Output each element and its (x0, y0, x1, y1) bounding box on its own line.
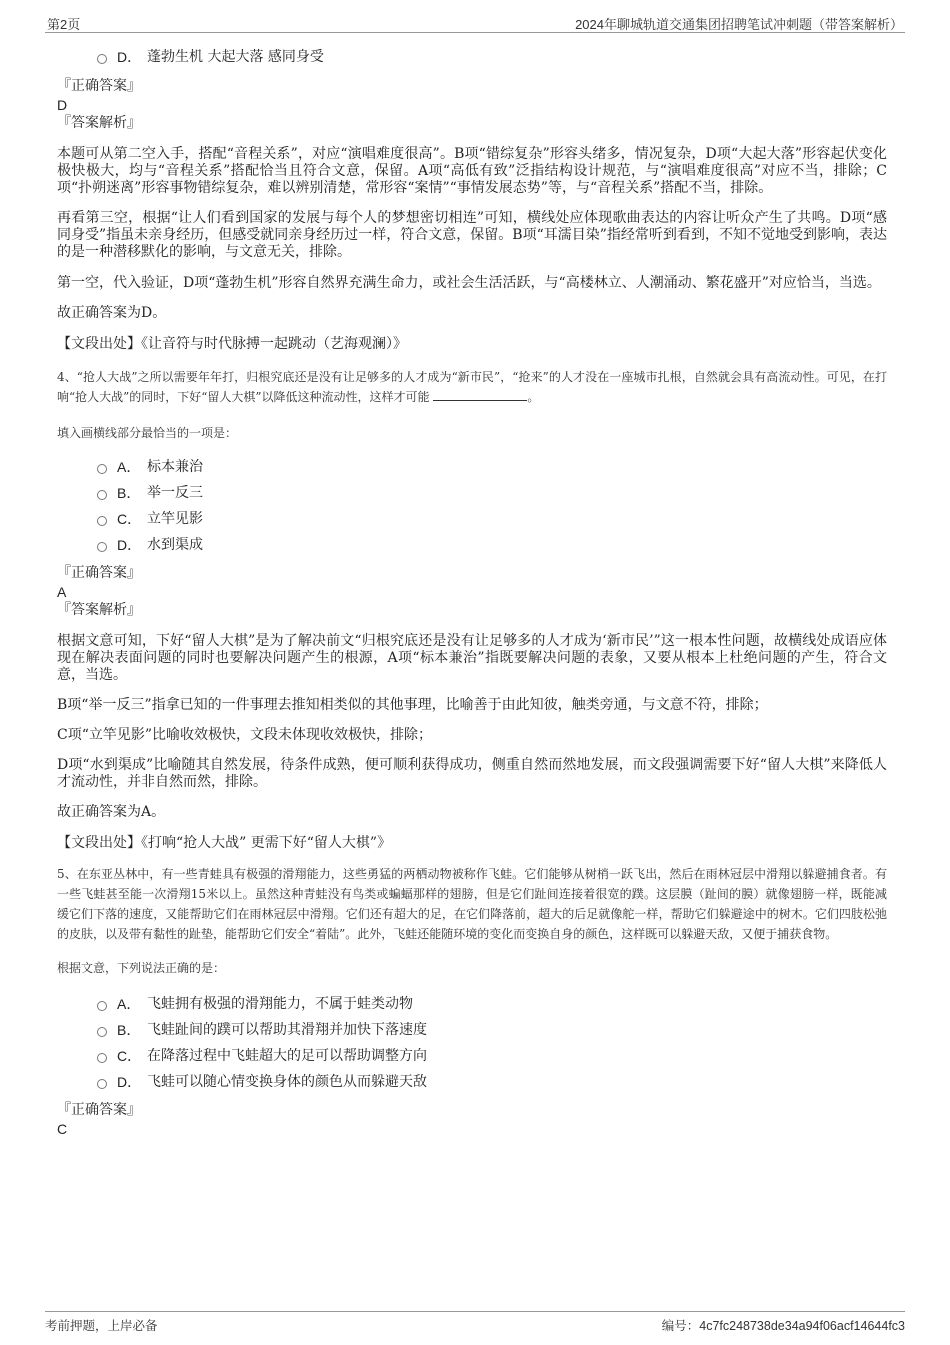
analysis-label: 『答案解析』 (57, 602, 141, 618)
option-letter: D． (117, 49, 142, 65)
option-text: 水到渠成 (147, 537, 203, 553)
option-text: 飞蛙可以随心情变换身体的颜色从而躲避天敌 (147, 1074, 427, 1090)
option-text: 在降落过程中飞蛙超大的足可以帮助调整方向 (147, 1048, 427, 1064)
analysis-paragraph: B项“举一反三”指拿已知的一件事理去推知相类似的其他事理，比喻善于由此知彼，触类旁通，与文意不符，排除； (57, 697, 768, 713)
analysis-paragraph: 根据文意可知，下好“留人大棋”是为了解决前文“归根究底还是没有让足够多的人才成为‘新市民’”这一根本性问题，故横线处成语应体现在解决表面问题的同时也要解决问题产生的根源，A项“标本兼治”指既要解决问题的表象，又要从根本上杜绝问题的产生，符合文意，当选。 (57, 633, 887, 683)
radio-icon[interactable] (97, 542, 107, 552)
radio-icon[interactable] (97, 1053, 107, 1063)
q5-options (57, 991, 887, 1095)
q4-option-d[interactable] (97, 532, 887, 558)
blank-line (433, 388, 527, 401)
radio-icon[interactable] (97, 54, 107, 64)
option-text: 举一反三 (147, 485, 203, 501)
question-stem: 5、在东亚丛林中，有一些青蛙具有极强的滑翔能力，这些勇猛的两栖动物被称作飞蛙。它们能够从树梢一跃飞出，然后在雨林冠层中滑翔以躲避捕食者。有一些飞蛙甚至能一次滑翔15米以上。虽然这种青蛙没有鸟类或蝙蝠那样的翅膀，但是它们趾间连接着很宽的蹼。这层膜（趾间的膜）就像翅膀一样，既能减缓它们下落的速度，又能帮助它们在雨林冠层中滑翔。它们还有超大的足，在它们降落前，超大的后足就像舵一样，帮助它们躲避途中的树木。它们四肢松弛的皮肤，以及带有黏性的趾垫，能帮助它们安全“着陆”。此外，飞蛙还能随环境的变化而变换自身的颜色，这样既可以躲避天敌，又便于捕获食物。 (57, 867, 887, 941)
option-letter: C． (117, 1048, 142, 1064)
option-letter: C． (117, 511, 142, 527)
page-number: 第2页 (47, 17, 81, 32)
q4-options (57, 454, 887, 558)
question-prompt: 根据文意，下列说法正确的是： (57, 961, 226, 975)
question-prompt: 填入画横线部分最恰当的一项是： (57, 426, 238, 440)
answer-label: 『正确答案』 (57, 565, 141, 581)
q3-options (57, 44, 887, 70)
analysis-paragraph: 第一空，代入验证，D项“蓬勃生机”形容自然界充满生命力，或社会生活活跃，与“高楼林立、人潮涌动、繁花盛开”对应恰当，当选。 (57, 275, 881, 291)
analysis-paragraph: C项“立竿见影”比喻收效极快，文段未体现收效极快，排除； (57, 727, 433, 743)
page-footer (45, 1311, 905, 1336)
q5-option-c[interactable] (97, 1043, 887, 1069)
option-text: 飞蛙趾间的蹼可以帮助其滑翔并加快下落速度 (147, 1022, 427, 1038)
question-stem: 4、“抢人大战”之所以需要年年打，归根究底还是没有让足够多的人才成为“新市民”，“抢来”的人才没在一座城市扎根，自然就会具有高流动性。可见，在打响“抢人大战”的同时，下好“留人大棋”以降低这种流动性，这样才可能 。 (57, 370, 887, 404)
page-header (45, 10, 905, 33)
radio-icon[interactable] (97, 516, 107, 526)
source-citation: 【文段出处】《让音符与时代脉搏一起跳动（艺海观澜）》 (57, 336, 407, 352)
option-letter: D． (117, 537, 142, 553)
q4-option-c[interactable] (97, 506, 887, 532)
document-id: 编号：4c7fc248738de34a94f06acf14644fc3 (661, 1319, 905, 1333)
analysis-paragraph: D项“水到渠成”比喻随其自然发展，待条件成熟，便可顺利获得成功，侧重自然而然地发展，而文段强调需要下好“留人大棋”来降低人才流动性，并非自然而然，排除。 (57, 757, 887, 790)
answer-value: A (57, 584, 67, 600)
option-letter: D． (117, 1074, 142, 1090)
answer-label: 『正确答案』 (57, 78, 141, 94)
analysis-conclusion: 故正确答案为D。 (57, 305, 167, 321)
footer-slogan: 考前押题，上岸必备 (45, 1319, 158, 1333)
source-citation: 【文段出处】《打响“抢人大战” 更需下好“留人大棋”》 (57, 835, 392, 851)
analysis-paragraph: 再看第三空，根据“让人们看到国家的发展与每个人的梦想密切相连”可知，横线处应体现歌曲表达的内容让听众产生了共鸣。D项“感同身受”指虽未亲身经历，但感受就同亲身经历过一样，符合文意，保留。B项“耳濡目染”指经常听到看到，不知不觉地受到影响，表达的是一种潜移默化的影响，与文意无关，排除。 (57, 210, 887, 260)
q5-option-b[interactable] (97, 1017, 887, 1043)
radio-icon[interactable] (97, 1079, 107, 1089)
analysis-label: 『答案解析』 (57, 115, 141, 131)
option-letter: B． (117, 485, 141, 501)
option-letter: B． (117, 1022, 141, 1038)
main-content (57, 44, 887, 1138)
radio-icon[interactable] (97, 464, 107, 474)
option-text: 立竿见影 (147, 511, 203, 527)
q5-option-d[interactable] (97, 1069, 887, 1095)
answer-label: 『正确答案』 (57, 1102, 141, 1118)
radio-icon[interactable] (97, 490, 107, 500)
option-letter: A． (117, 459, 141, 475)
option-letter: A． (117, 996, 141, 1012)
q5-option-a[interactable] (97, 991, 887, 1017)
option-text: 标本兼治 (147, 459, 203, 475)
option-text: 蓬勃生机 大起大落 感同身受 (147, 49, 324, 65)
q4-option-b[interactable] (97, 480, 887, 506)
document-title: 2024年聊城轨道交通集团招聘笔试冲刺题（带答案解析） (575, 17, 903, 32)
answer-value: D (57, 97, 68, 113)
answer-value: C (57, 1121, 68, 1137)
q3-option-d[interactable] (97, 44, 887, 70)
analysis-conclusion: 故正确答案为A。 (57, 804, 166, 820)
analysis-paragraph: 本题可从第二空入手，搭配“音程关系”，对应“演唱难度很高”。B项“错综复杂”形容头绪多，情况复杂，D项“大起大落”形容起伏变化极快极大，均与“音程关系”搭配恰当且符合文意，保留。A项“高低有致”泛指结构设计规范，与“演唱难度很高”对应不当，排除；C项“扑朔迷离”形容事物错综复杂，难以辨别清楚，常形容“案情”“事情发展态势”等，与“音程关系”搭配不当，排除。 (57, 146, 887, 196)
radio-icon[interactable] (97, 1001, 107, 1011)
option-text: 飞蛙拥有极强的滑翔能力，不属于蛙类动物 (147, 996, 413, 1012)
q4-option-a[interactable] (97, 454, 887, 480)
radio-icon[interactable] (97, 1027, 107, 1037)
